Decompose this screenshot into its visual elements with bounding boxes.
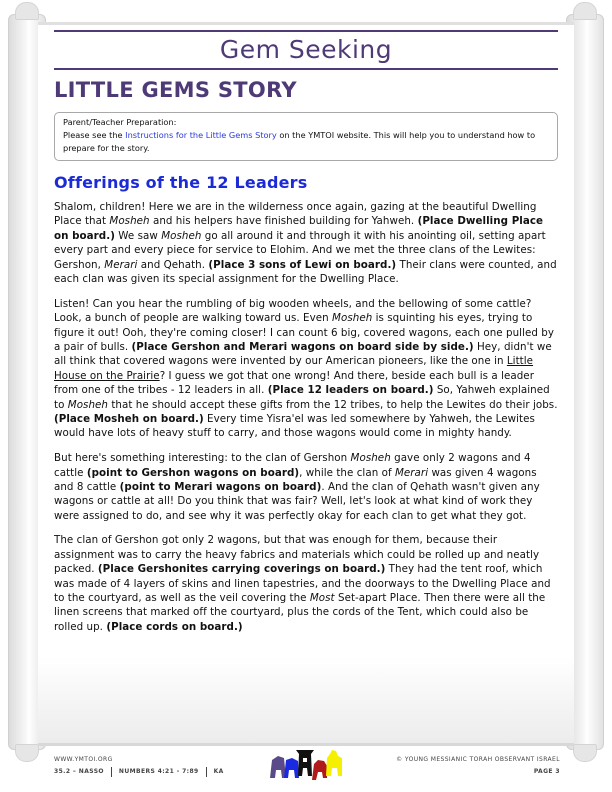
stage-direction: (Place cords on board.) (106, 620, 243, 633)
instructions-link[interactable]: Instructions for the Little Gems Story (125, 130, 277, 140)
story-body (54, 200, 558, 634)
scroll-knob-bottom-left (15, 744, 39, 762)
title-rule-bottom (54, 68, 558, 70)
story-text: Mosheh (109, 215, 150, 228)
story-text: . And the clan of Qehath wasn't given any wagons or cattle at all! Do you think that was fair? Well, let's look at what kind of work they were assigned to do, and see why it was perfectly okay for each clan to get what they got. (54, 480, 540, 522)
story-text: is squinting his eyes, trying to figure it out! Ooh, they're coming closer! I can count 6 big, covered wagons, each one pulled by a pair of bulls. (54, 312, 555, 353)
stage-direction: (point to Merari wagons on board) (119, 480, 322, 493)
footer-divider (206, 767, 207, 777)
page-content (54, 30, 558, 645)
footer-reference: NUMBERS 4:21 - 7:89 (118, 768, 199, 775)
stage-direction: (Place 3 sons of Lewi on board.) (208, 258, 397, 271)
footer-portion: 35.2 – NASSO (54, 768, 104, 775)
prep-text-after: on the YMTOI website. This will help you to understand how to prepare for the story. (63, 130, 536, 153)
story-text: was given 4 wagons and 8 cattle (54, 466, 537, 493)
story-text: Mosheh (161, 229, 202, 242)
preparation-label: Parent/Teacher Preparation: (63, 117, 177, 127)
story-paragraph (54, 451, 558, 523)
story-text: Set-apart Place. Then there were all the linen screens that marked off the courtyard, plus the cords of the Tent, which could also be rolled up. (54, 592, 546, 633)
footer-right (396, 754, 560, 778)
scroll-knob-top-right (573, 2, 597, 20)
scroll-knob-top-left (15, 2, 39, 20)
story-text: Mosheh (332, 312, 373, 325)
story-text: Their clans were counted, and each clan was given its special assignment for the Dwelling Place. (54, 258, 557, 286)
story-text: Little House on the Prairie (54, 355, 534, 382)
story-text: Every time Yisra'el was led somewhere by Yahweh, the Lewites would have lots of heavy stuff to carry, and those wagons would come in mighty handy. (54, 412, 535, 440)
story-paragraph (54, 200, 558, 286)
stage-direction: (Place Mosheh on board.) (54, 412, 204, 425)
story-text: We saw (114, 229, 162, 242)
stage-direction: (point to Gershon wagons on board) (86, 466, 300, 479)
footer-left (54, 754, 224, 778)
footer-page-number: PAGE 3 (533, 768, 560, 775)
story-text: and his helpers have finished building for Yahweh. (149, 215, 418, 228)
story-text: Hey, didn't we all think that covered wagons were invented by our American pioneers, like the one in (54, 340, 552, 368)
story-text: that he should accept these gifts from the 12 tribes, to help the Lewites do their jobs. (108, 398, 558, 411)
story-text: Merari (394, 466, 429, 479)
story-text: So, Yahweh explained to (54, 384, 550, 411)
story-text: The clan of Gershon got only 2 wagons, but that was enough for them, because their assignment was to carry the heavy fabrics and materials which could be rolled up and neatly packed. (54, 534, 540, 576)
scroll-knob-bottom-right (573, 744, 597, 762)
story-text: and Qehath. (137, 258, 209, 271)
story-text: Shalom, children! Here we are in the wilderness once again, gazing at the beautiful Dwelling Place that (54, 201, 537, 228)
story-text: Merari (104, 258, 138, 271)
stage-direction: (Place Dwelling Place on board.) (54, 215, 544, 242)
story-text: gave only 2 wagons and 4 cattle (54, 452, 531, 479)
footer-copyright: © YOUNG MESSIANIC TORAH OBSERVANT ISRAEL (396, 756, 560, 763)
stage-direction: (Place Gershon and Merari wagons on board side by side.) (131, 340, 474, 353)
story-text: Mosheh (67, 398, 109, 411)
preparation-box (54, 112, 558, 161)
page-title: Gem Seeking (219, 35, 393, 64)
story-text: Most (309, 592, 335, 605)
story-text: , while the clan of (299, 466, 395, 479)
prep-text-before: Please see the (63, 130, 126, 140)
preparation-text (63, 129, 551, 155)
story-text: Listen! Can you hear the rumbling of big wooden wheels, and the bellowing of some cattle? Look, a bunch of people are walking toward us. Even (54, 297, 532, 325)
footer-website: WWW.YMTOI.ORG (54, 756, 113, 763)
footer-level: KA (213, 768, 224, 775)
story-text: They had the tent roof, which was made of 4 layers of skins and linen tapestries, and the doorways to the Dwelling Place and to the courtyard, as well as the veil covering the (54, 563, 551, 605)
story-text: ? I guess we got that one wrong! And there, beside each bull is a leader from one of the tribes - 12 leaders in all. (54, 369, 534, 397)
story-text: go all around it and through it with his anointing oil, setting apart every part and every piece for service to Elohim. And we met the three clans of the Lewites: Gershon, (54, 229, 546, 271)
ymtoi-logo (268, 748, 344, 780)
stage-direction: (Place Gershonites carrying coverings on board.) (97, 563, 386, 576)
footer-details (54, 766, 224, 778)
section-heading: Offerings of the 12 Leaders (54, 173, 308, 192)
story-paragraph (54, 297, 558, 441)
page-subtitle: LITTLE GEMS STORY (54, 78, 297, 102)
footer-divider (111, 767, 112, 777)
story-text: But here's something interesting: to the clan of Gershon (54, 452, 351, 465)
children-figures-icon (268, 748, 344, 780)
story-paragraph (54, 533, 558, 634)
stage-direction: (Place 12 leaders on board.) (267, 384, 434, 397)
story-text: Mosheh (350, 452, 391, 465)
